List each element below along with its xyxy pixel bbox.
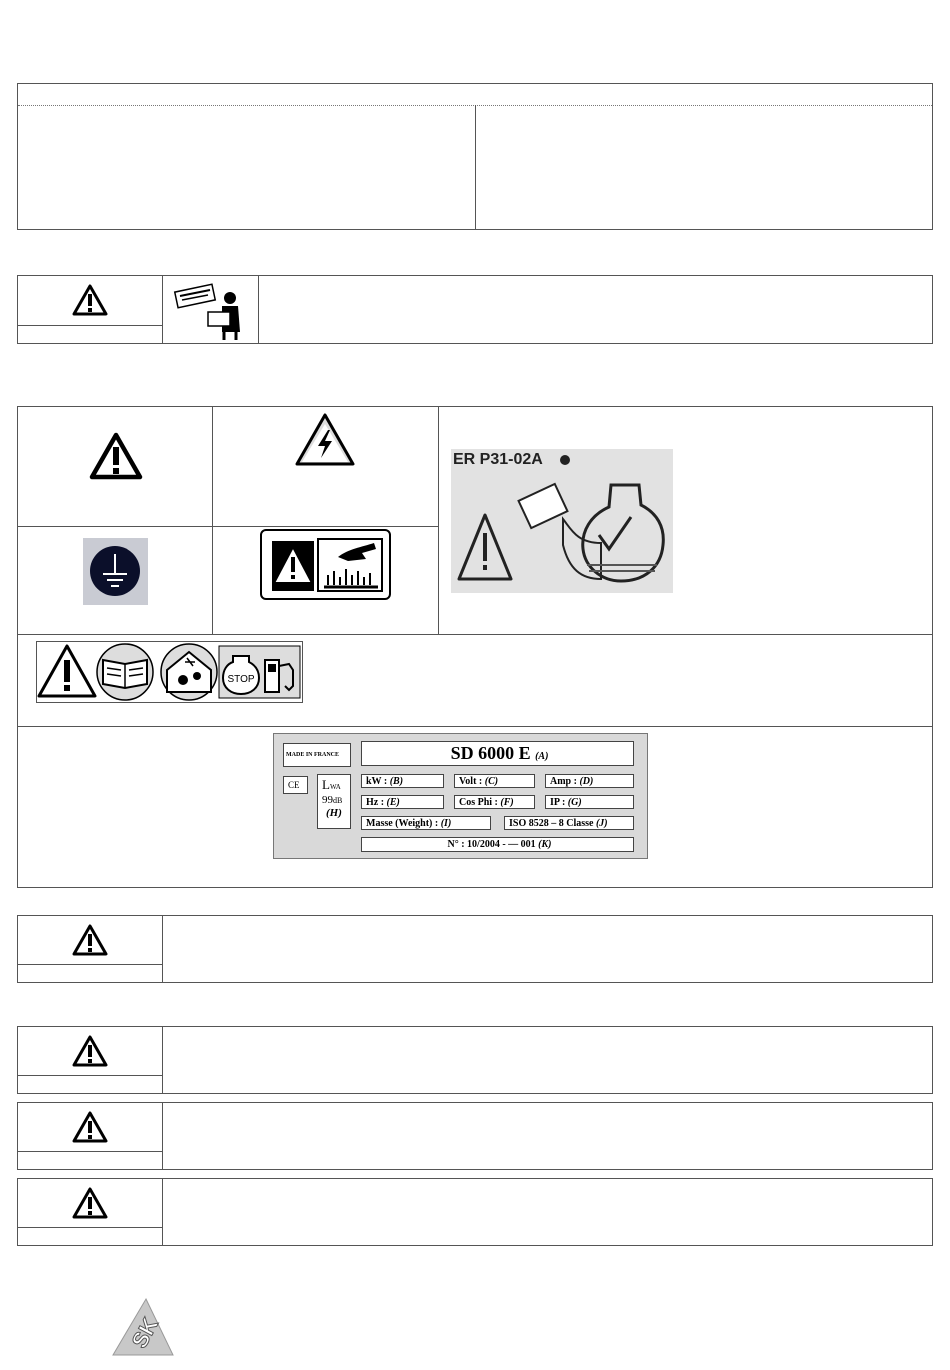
grid-line (18, 634, 932, 635)
oil-check-label (451, 449, 673, 593)
top-table-column-divider (475, 105, 476, 230)
pictogram-strip (36, 641, 303, 703)
lwa-unit: dB (333, 796, 343, 805)
warning-cell (18, 1103, 163, 1169)
hz-field: Hz : (E) (361, 795, 444, 809)
lwa-symbol: L (322, 777, 330, 792)
stop-text: STOP (227, 674, 255, 685)
cosphi-field: Cos Phi : (F) (454, 795, 535, 809)
ip-field: IP : (G) (545, 795, 634, 809)
rating-plate (273, 733, 648, 859)
warning-triangle-icon (72, 1111, 108, 1143)
language-logo (110, 1296, 176, 1358)
made-in-label: MADE IN FRANCE (283, 743, 351, 767)
warning-triangle-icon (72, 1035, 108, 1067)
warning-row-4 (17, 1102, 933, 1170)
oil-label-code: ER P31-02A (453, 451, 543, 468)
kw-field: kW : (B) (361, 774, 444, 788)
hot-surface-icon (260, 529, 391, 600)
warning-cell (18, 916, 163, 982)
grid-line (18, 526, 438, 527)
iso-field: ISO 8528 – 8 Classe (J) (504, 816, 634, 830)
ventilation-icon (161, 644, 217, 700)
warning-triangle-icon (88, 432, 144, 480)
masse-field: Masse (Weight) : (I) (361, 816, 491, 830)
warning-subcell (18, 1075, 162, 1093)
lwa-ref: (H) (326, 807, 342, 819)
warning-cell (18, 1179, 163, 1245)
serial-field: N° : 10/2004 - — 001 (K) (361, 837, 634, 852)
warning-triangle-icon (72, 924, 108, 956)
grid-line (212, 407, 213, 634)
warning-triangle-icon (72, 284, 108, 316)
lwa-value: 99 (322, 794, 333, 806)
warning-cell (18, 1027, 163, 1093)
grid-line (18, 726, 932, 727)
warning-row-2 (17, 915, 933, 983)
warning-row-3 (17, 1026, 933, 1094)
volt-field: Volt : (C) (454, 774, 535, 788)
person-reading-manual-picture (164, 276, 259, 343)
warning-subcell (18, 964, 162, 982)
oil-check-icon (451, 449, 673, 593)
warning-subcell (18, 325, 162, 343)
pictogram-table (17, 406, 933, 888)
earth-ground-icon (83, 538, 148, 605)
model-name: SD 6000 E (450, 743, 531, 763)
sound-level-field (317, 774, 351, 829)
model-ref: (A) (535, 751, 549, 762)
top-table (17, 83, 933, 230)
warning-subcell (18, 1227, 162, 1245)
lwa-subscript: WA (329, 783, 341, 791)
electric-hazard-icon (294, 412, 356, 468)
person-reading-icon (164, 276, 259, 343)
warning-row-1 (17, 275, 933, 344)
language-code: SK (126, 1313, 164, 1353)
amp-field: Amp : (D) (545, 774, 634, 788)
warning-triangle-icon (72, 1187, 108, 1219)
model-field (361, 741, 634, 766)
ce-mark: CE (283, 776, 308, 794)
warning-row-5 (17, 1178, 933, 1246)
warning-subcell (18, 1151, 162, 1169)
grid-line (438, 407, 439, 634)
warning-cell (18, 276, 163, 343)
read-manual-icon (97, 644, 153, 700)
